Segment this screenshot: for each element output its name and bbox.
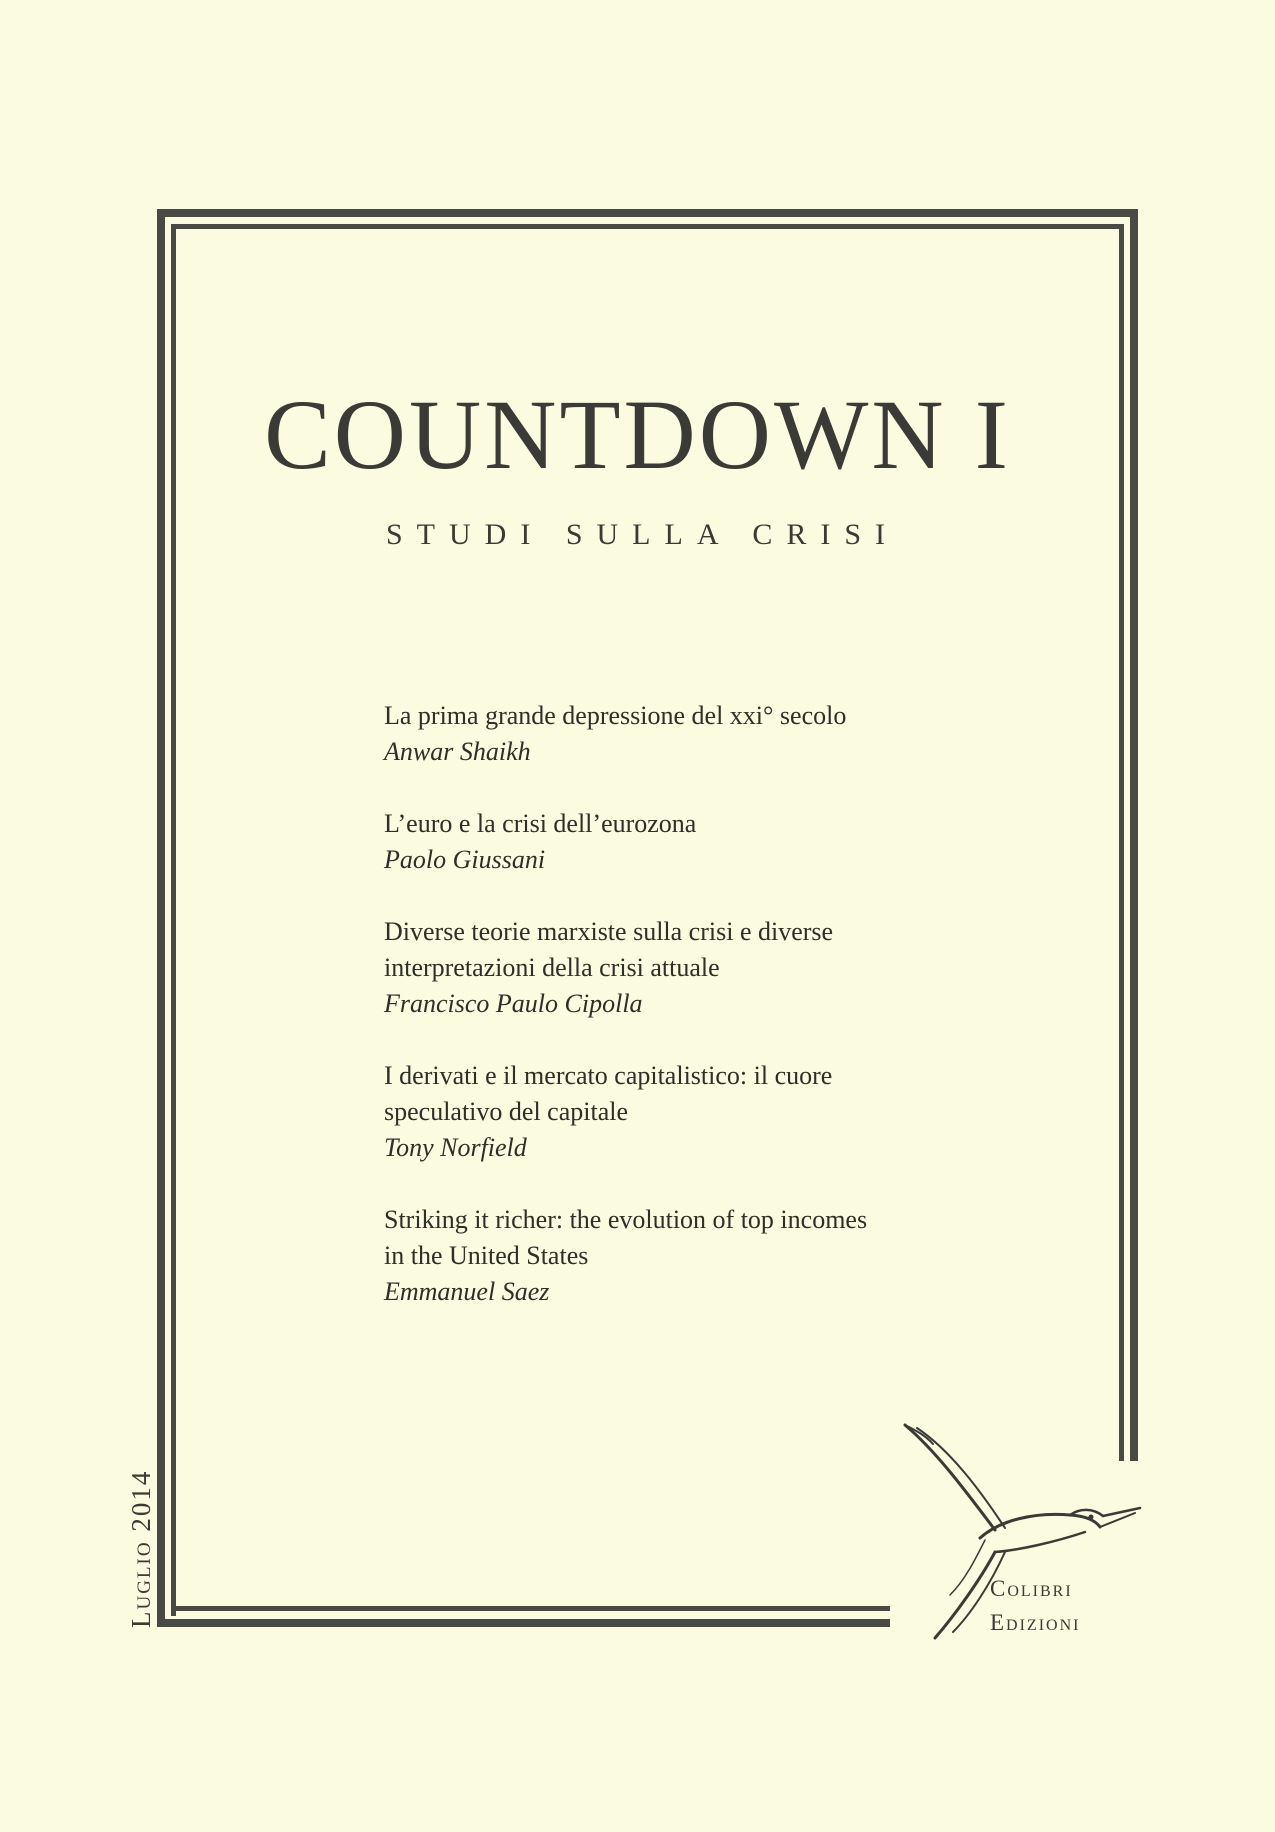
entry-author: Paolo Giussani	[384, 845, 546, 874]
publication-date: Luglio 2014	[126, 1469, 156, 1628]
contents-entry	[384, 698, 1084, 770]
entry-author: Francisco Paulo Cipolla	[384, 989, 643, 1018]
entry-title: L’euro e la crisi dell’eurozona	[384, 809, 697, 838]
book-subtitle: STUDI SULLA CRISI	[385, 518, 900, 551]
publisher-line-1: Colibri	[990, 1576, 1073, 1601]
contents-entry	[384, 1058, 1084, 1166]
publisher-name	[990, 1572, 1130, 1640]
entry-title-continued: speculativo del capitale	[384, 1097, 629, 1126]
entry-title: Striking it richer: the evolution of top incomes	[384, 1205, 868, 1234]
frame-inner-top-rule	[171, 224, 1124, 229]
entry-author: Emmanuel Saez	[384, 1277, 550, 1306]
entry-title-continued: interpretazioni della crisi attuale	[384, 953, 720, 982]
entry-title-continued: in the United States	[384, 1241, 589, 1270]
publisher-line-2: Edizioni	[990, 1610, 1081, 1635]
entry-author: Tony Norfield	[384, 1133, 527, 1162]
book-title: COUNTDOWN I	[264, 379, 1011, 490]
frame-outer-bottom-rule	[157, 1619, 890, 1627]
contents-entry	[384, 914, 1084, 1022]
entry-title: La prima grande depressione del xxi° secolo	[384, 701, 847, 730]
contents-entry	[384, 1202, 1084, 1310]
entry-title: I derivati e il mercato capitalistico: il cuore	[384, 1061, 833, 1090]
contents-entry	[384, 806, 1084, 878]
table-of-contents	[384, 698, 1084, 1346]
entry-title: Diverse teorie marxiste sulla crisi e diverse	[384, 917, 834, 946]
frame-inner-bottom-rule	[171, 1606, 890, 1611]
entry-author: Anwar Shaikh	[384, 737, 531, 766]
spine-date-area	[122, 1469, 158, 1828]
frame-outer-top-rule	[157, 209, 1138, 217]
